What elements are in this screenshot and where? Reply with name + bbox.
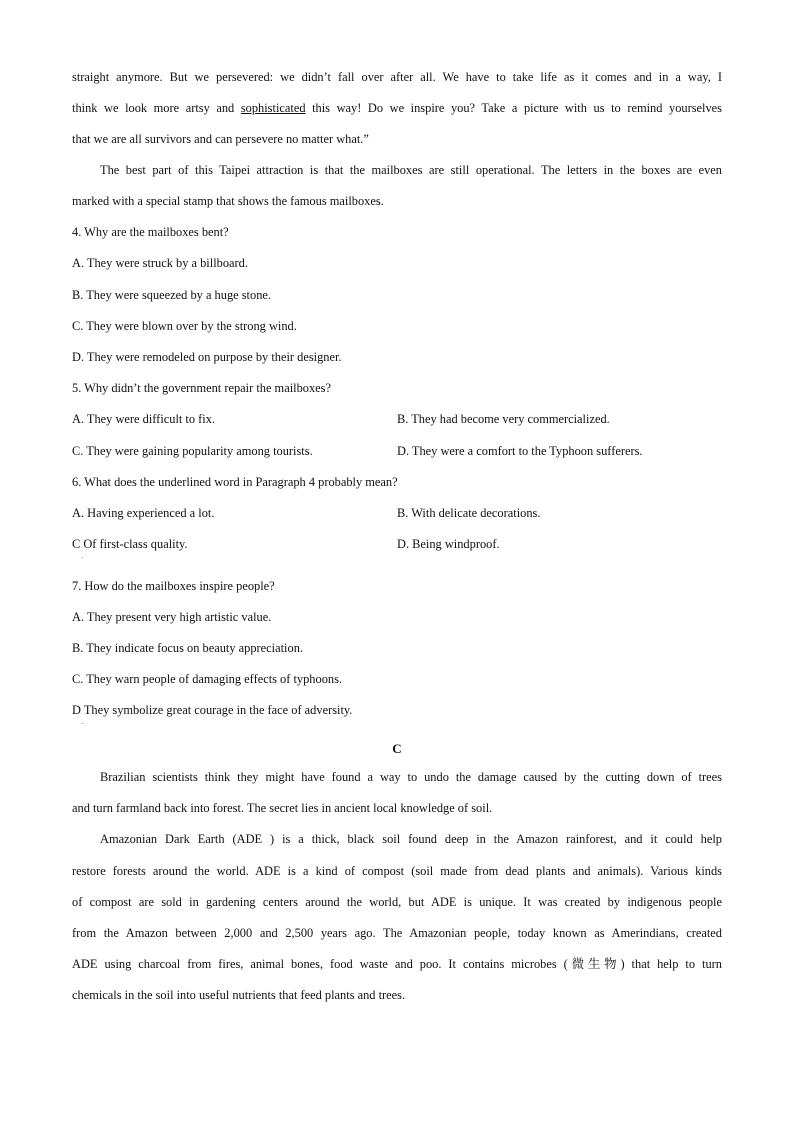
question-5-row-1 (72, 411, 722, 427)
stray-dot: · (81, 554, 84, 562)
question-6-option-a: A. Having experienced a lot. (72, 506, 215, 520)
passage-b-line-1: straight anymore. But we persevered: we didn’t fall over after all. We have to take life as it comes and in a way, I (72, 70, 722, 84)
question-5-option-d: D. They were a comfort to the Typhoon sufferers. (397, 444, 643, 458)
passage-c-p2-line-3: of compost are sold in gardening centers around the world, but ADE is unique. It was created by indigenous people (72, 895, 722, 909)
passage-c-p1-line-2: and turn farmland back into forest. The secret lies in ancient local knowledge of soil. (72, 801, 493, 815)
question-6-stem: 6. What does the underlined word in Paragraph 4 probably mean? (72, 475, 398, 489)
passage-c-p2-line-6: chemicals in the soil into useful nutrients that feed plants and trees. (72, 988, 406, 1002)
passage-b-para2-line-1: The best part of this Taipei attraction is that the mailboxes are still operational. The letters in the boxes are even (100, 163, 722, 177)
passage-b-line-2 (72, 100, 722, 116)
line-2-after: this way! Do we inspire you? Take a picture with us to remind yourselves (305, 101, 722, 115)
question-7-stem: 7. How do the mailboxes inspire people? (72, 579, 275, 593)
question-4-stem: 4. Why are the mailboxes bent? (72, 225, 229, 239)
question-6-option-b: B. With delicate decorations. (397, 506, 541, 520)
question-7-option-d: D They symbolize great courage in the face of adversity. (72, 703, 353, 717)
question-7-option-b: B. They indicate focus on beauty appreciation. (72, 641, 303, 655)
question-5-row-2 (72, 443, 722, 459)
passage-b-line-3: that we are all survivors and can persevere no matter what.” (72, 132, 369, 146)
passage-c-p2-line-4: from the Amazon between 2,000 and 2,500 years ago. The Amazonian people, today known as Amerindians, created (72, 926, 722, 940)
question-6-option-d: D. Being windproof. (397, 537, 500, 551)
passage-b-para2-line-2: marked with a special stamp that shows the famous mailboxes. (72, 194, 384, 208)
question-7-option-c: C. They warn people of damaging effects of typhoons. (72, 672, 343, 686)
question-7-option-a: A. They present very high artistic value. (72, 610, 272, 624)
question-6-row-2 (72, 536, 722, 552)
passage-c-p2-line-1: Amazonian Dark Earth (ADE ) is a thick, black soil found deep in the Amazon rainforest, and it could help (100, 832, 722, 846)
question-4-option-c: C. They were blown over by the strong wind. (72, 319, 297, 333)
question-4-option-a: A. They were struck by a billboard. (72, 256, 248, 270)
passage-c-p1-line-1: Brazilian scientists think they might have found a way to undo the damage caused by the cutting down of trees (100, 770, 722, 784)
question-4-option-d: D. They were remodeled on purpose by their designer. (72, 350, 342, 364)
question-5-option-c: C. They were gaining popularity among tourists. (72, 444, 313, 458)
passage-c-p2-line-2: restore forests around the world. ADE is a kind of compost (soil made from dead plants and animals). Various kinds (72, 864, 722, 878)
question-5-stem: 5. Why didn’t the government repair the mailboxes? (72, 381, 331, 395)
underlined-word: sophisticated (240, 101, 306, 115)
question-5-option-b: B. They had become very commercialized. (397, 412, 610, 426)
stray-dot: · (81, 720, 84, 728)
question-6-row-1 (72, 505, 722, 521)
question-4-option-b: B. They were squeezed by a huge stone. (72, 288, 271, 302)
line-2-before: think we look more artsy and (72, 101, 241, 115)
passage-c-p2-line-5: ADE using charcoal from fires, animal bones, food waste and poo. It contains microbes (微生物) that help to turn (72, 957, 722, 971)
question-5-option-a: A. They were difficult to fix. (72, 412, 216, 426)
question-6-option-c: C Of first-class quality. (72, 537, 188, 551)
section-heading-c: C (392, 741, 402, 756)
